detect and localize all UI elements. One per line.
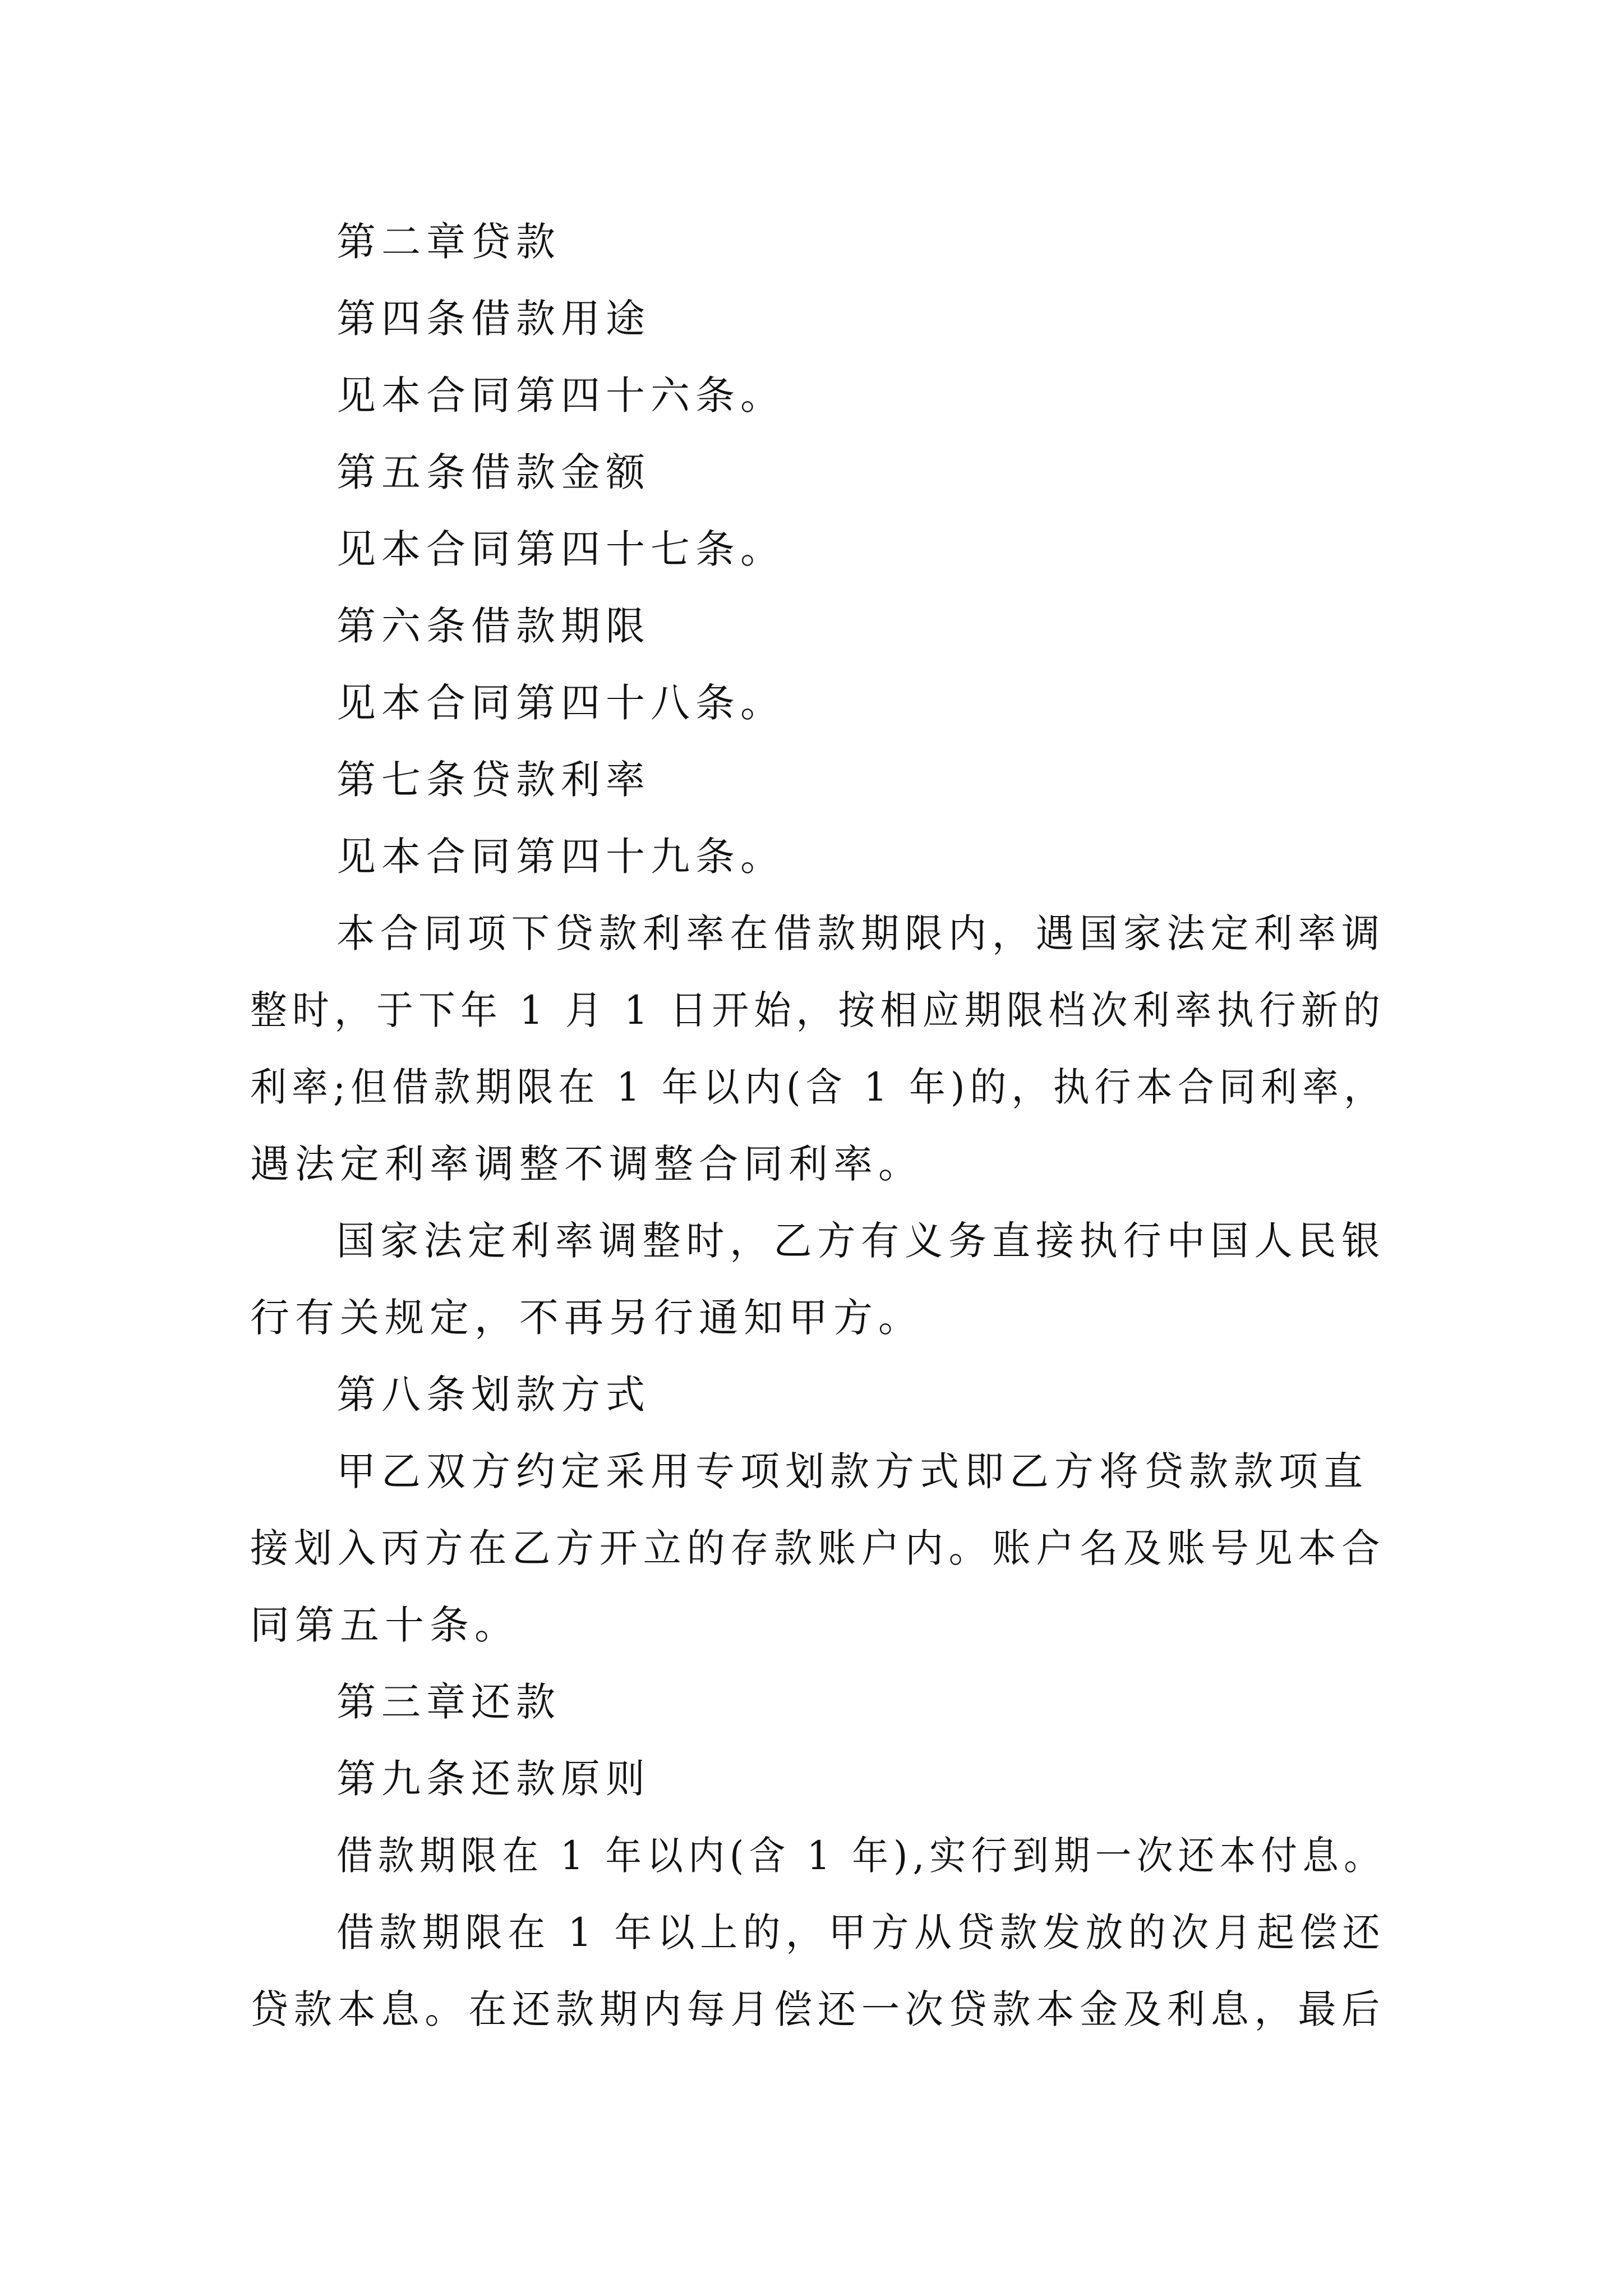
paragraph-line: 同第五十条。: [250, 1602, 519, 1648]
paragraph-line: 利率;但借款期限在 1 年以内(含 1 年)的，执行本合同利率，: [250, 1064, 1386, 1110]
paragraph-line: 整时，于下年 1 月 1 日开始，按相应期限档次利率执行新的: [250, 987, 1386, 1033]
paragraph-line: 见本合同第四十九条。: [336, 834, 785, 880]
chapter-heading: 第二章贷款: [336, 219, 561, 265]
paragraph-line: 见本合同第四十八条。: [336, 680, 785, 726]
paragraph-line: 遇法定利率调整不调整合同利率。: [250, 1141, 923, 1187]
chapter-heading: 第三章还款: [336, 1679, 561, 1725]
paragraph-line: 接划入丙方在乙方开立的存款账户内。账户名及账号见本合: [250, 1525, 1386, 1571]
paragraph-line: 甲乙双方约定采用专项划款方式即乙方将贷款款项直: [336, 1448, 1368, 1494]
article-heading: 第六条借款期限: [336, 603, 651, 649]
paragraph-line: 见本合同第四十七条。: [336, 526, 785, 572]
article-heading: 第五条借款金额: [336, 449, 651, 495]
paragraph-line: 行有关规定，不再另行通知甲方。: [250, 1295, 923, 1341]
paragraph-line: 见本合同第四十六条。: [336, 372, 785, 418]
article-heading: 第八条划款方式: [336, 1372, 651, 1418]
article-heading: 第七条贷款利率: [336, 757, 651, 803]
article-heading: 第九条还款原则: [336, 1756, 651, 1802]
article-heading: 第四条借款用途: [336, 296, 651, 342]
paragraph-line: 本合同项下贷款利率在借款期限内，遇国家法定利率调: [336, 910, 1386, 956]
paragraph-line: 国家法定利率调整时，乙方有义务直接执行中国人民银: [336, 1218, 1386, 1264]
paragraph-line: 贷款本息。在还款期内每月偿还一次贷款本金及利息，最后: [250, 1986, 1386, 2032]
paragraph-line: 借款期限在 1 年以内(含 1 年),实行到期一次还本付息。: [336, 1833, 1386, 1879]
paragraph-line: 借款期限在 1 年以上的，甲方从贷款发放的次月起偿还: [336, 1910, 1386, 1955]
